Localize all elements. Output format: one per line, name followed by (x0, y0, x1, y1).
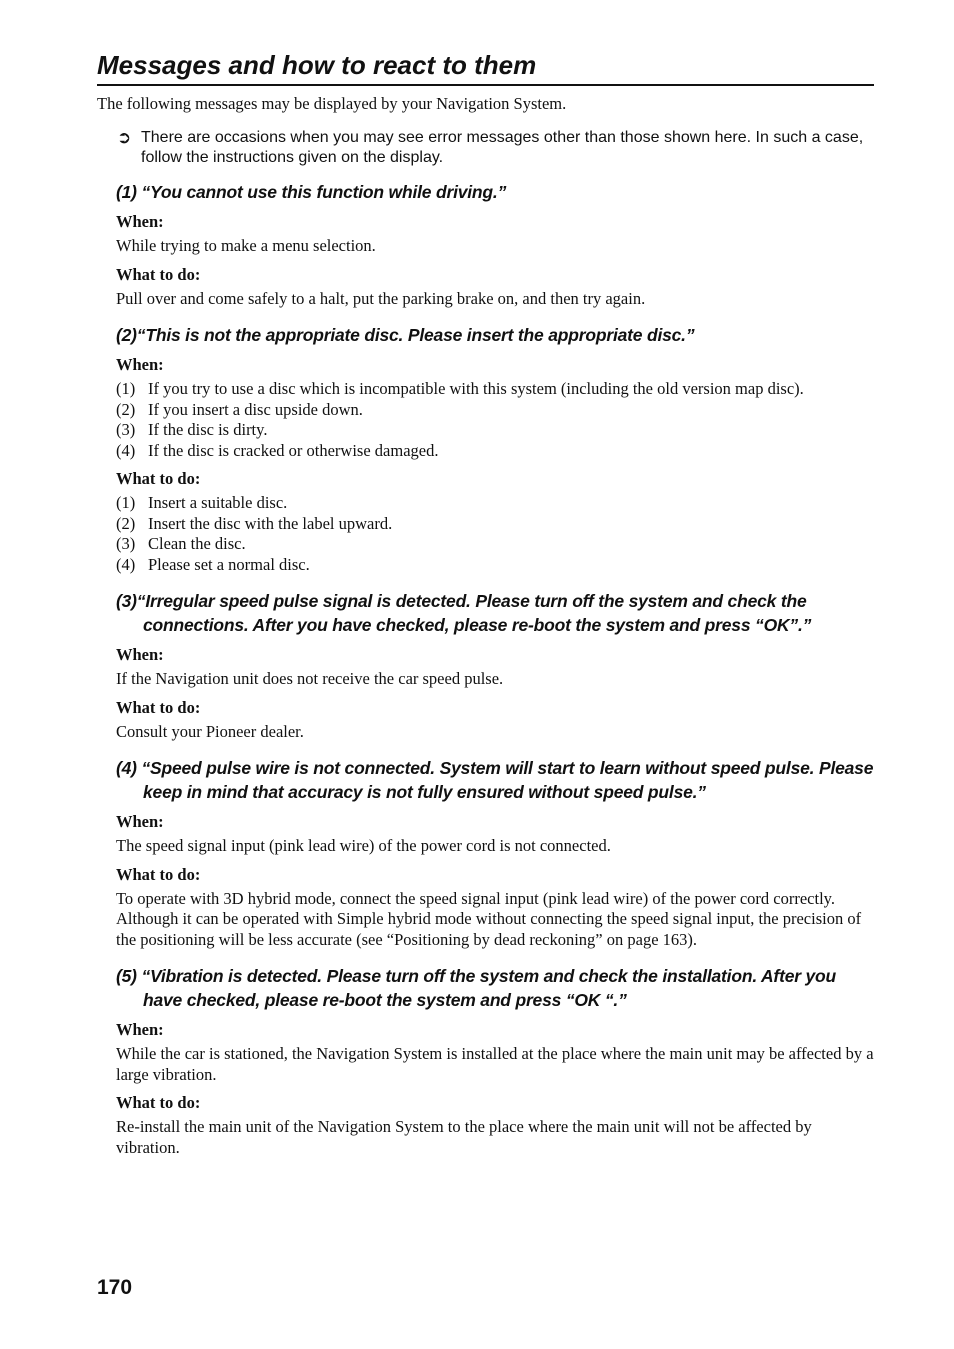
when-label: When: (116, 355, 164, 374)
arrow-return-icon: ➲ (117, 128, 132, 147)
what-to-do-label: What to do: (116, 264, 201, 284)
when-label: When: (116, 1020, 164, 1039)
message-sections (116, 180, 874, 1158)
what-to-do-label: What to do: (116, 1093, 201, 1112)
list-text: Clean the disc. (148, 534, 246, 553)
what-to-do-label: What to do: (116, 864, 201, 884)
list-number: (4) (116, 440, 136, 460)
message-heading: (5) “Vibration is detected. Please turn off the system and check the installation. After you have checked, please re-boot the system and press “OK “.” (116, 966, 837, 1010)
list-item (116, 379, 874, 400)
message-heading: (1) “You cannot use this function while driving.” (116, 182, 507, 202)
message-section-2 (116, 323, 874, 575)
message-section-1 (116, 180, 874, 309)
list-number: (4) (116, 554, 136, 574)
list-text: If you insert a disc upside down. (148, 399, 363, 419)
list-item (116, 400, 874, 421)
when-label: When: (116, 645, 164, 664)
list-number: (3) (116, 534, 136, 553)
message-section-3 (116, 589, 874, 742)
list-text: Insert the disc with the label upward. (148, 513, 393, 533)
message-section-5 (116, 964, 874, 1158)
what-to-do-text: Consult your Pioneer dealer. (116, 721, 304, 741)
intro-text: The following messages may be displayed by your Navigation System. (97, 94, 567, 113)
what-to-do-text: Re-install the main unit of the Navigation System to the place where the main unit will not be affected by vibration. (116, 1117, 812, 1157)
when-text: While trying to make a menu selection. (116, 236, 376, 255)
note-block (117, 128, 886, 168)
list-number: (1) (116, 493, 136, 512)
list-item (116, 534, 874, 555)
list-number: (2) (116, 399, 136, 419)
when-text: While the car is stationed, the Navigation System is installed at the place where the main unit may be affected by a large vibration. (116, 1044, 874, 1084)
list-text: Insert a suitable disc. (148, 493, 288, 512)
what-to-do-text: To operate with 3D hybrid mode, connect the speed signal input (pink lead wire) of the power cord correctly. Although it can be operated with Simple hybrid mode without connecting the speed signal input, the precision of the positioning will be less accurate (see “Positioning by dead reckoning” on page 163). (116, 888, 862, 949)
list-text: If the disc is dirty. (148, 420, 268, 439)
list-item (116, 555, 874, 576)
list-number: (3) (116, 420, 136, 439)
what-to-do-list (116, 493, 874, 575)
message-heading: (2)“This is not the appropriate disc. Please insert the appropriate disc.” (116, 325, 695, 345)
when-text: The speed signal input (pink lead wire) of the power cord is not connected. (116, 836, 611, 855)
list-text: Please set a normal disc. (148, 554, 310, 574)
what-to-do-label: What to do: (116, 697, 201, 717)
page-number: 170 (97, 1276, 133, 1299)
message-heading: (4) “Speed pulse wire is not connected. System will start to learn without speed pulse. Please keep in mind that accuracy is not fully ensured without speed pulse.” (116, 758, 874, 802)
list-number: (1) (116, 379, 136, 398)
list-text: If you try to use a disc which is incompatible with this system (including the old version map disc). (148, 379, 804, 398)
message-heading: (3)“Irregular speed pulse signal is detected. Please turn off the system and check the connections. After you have checked, please re-boot the system and press “OK”.” (116, 591, 812, 635)
when-list (116, 379, 874, 461)
list-item (116, 514, 874, 535)
list-item (116, 420, 874, 441)
message-section-4 (116, 756, 874, 950)
when-text: If the Navigation unit does not receive the car speed pulse. (116, 669, 504, 688)
list-item (116, 441, 874, 462)
note-text: There are occasions when you may see error messages other than those shown here. In such a case, follow the instructions given on the display. (141, 129, 864, 166)
what-to-do-text: Pull over and come safely to a halt, put the parking brake on, and then try again. (116, 288, 646, 308)
page-title: Messages and how to react to them (97, 48, 874, 86)
when-label: When: (116, 212, 164, 231)
what-to-do-label: What to do: (116, 469, 201, 488)
list-number: (2) (116, 513, 136, 533)
list-item (116, 493, 874, 514)
when-label: When: (116, 812, 164, 831)
list-text: If the disc is cracked or otherwise damaged. (148, 440, 439, 460)
